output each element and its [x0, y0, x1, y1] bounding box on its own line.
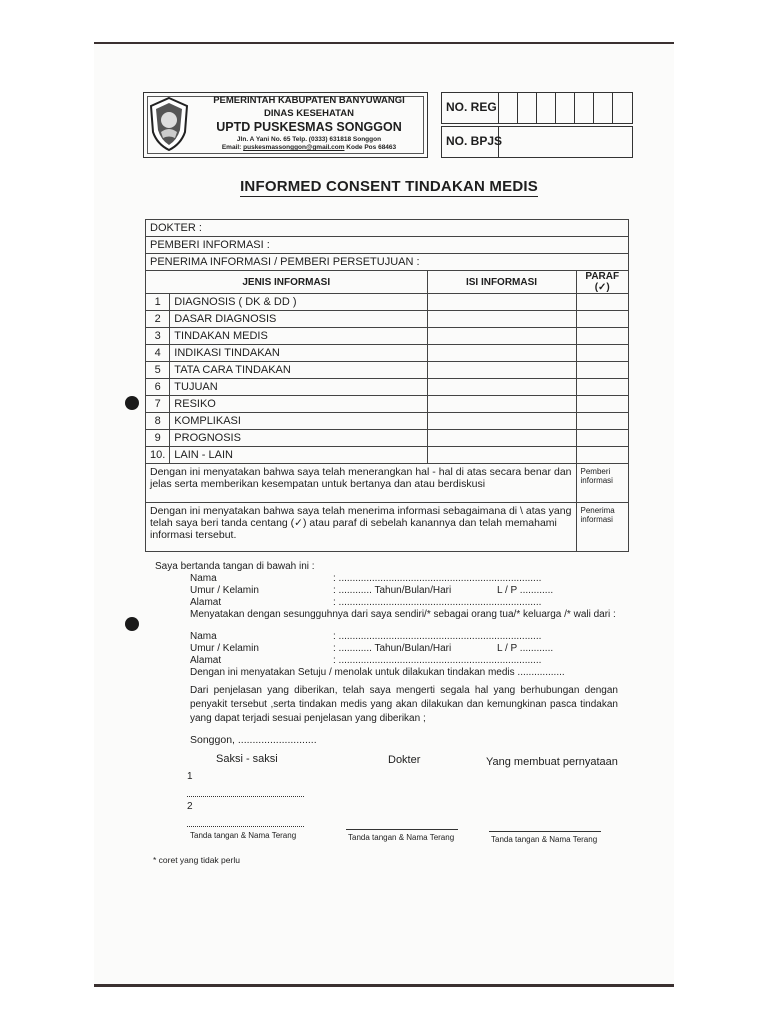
header-contact: Email: puskesmassonggon@gmail.com Kode Pos 68463	[221, 144, 397, 151]
consent-table	[145, 219, 629, 552]
paraf-cell[interactable]	[576, 328, 629, 345]
pembuat-heading: Yang membuat pernyataan	[486, 756, 618, 768]
column-jenis-informasi: JENIS INFORMASI	[146, 271, 428, 294]
alamat-field-2[interactable]: : .........................................................................	[333, 655, 542, 666]
table-row: 1 DIAGNOSIS ( DK & DD )	[146, 294, 629, 311]
footnote: * coret yang tidak perlu	[153, 855, 240, 865]
umur-label-2: Umur / Kelamin	[190, 643, 259, 654]
header-address: Jln. A Yani No. 65 Telp. (0333) 631818 Songgon	[236, 136, 382, 143]
dokter-field[interactable]: DOKTER :	[146, 220, 629, 237]
pembuat-signature-caption: Tanda tangan & Nama Terang	[491, 835, 598, 844]
table-row: 4 INDIKASI TINDAKAN	[146, 345, 629, 362]
saksi-1-number: 1	[187, 771, 193, 782]
pemberi-informasi-sign[interactable]: Pemberi informasi	[576, 464, 629, 503]
header-puskesmas: UPTD PUSKESMAS SONGGON	[216, 120, 402, 134]
table-row: 3 TINDAKAN MEDIS	[146, 328, 629, 345]
statement-pemberi: Dengan ini menyatakan bahwa saya telah menerangkan hal - hal di atas secara benar dan jelas serta memberikan kesempatan untuk bertanya dan atau berdiskusi	[146, 464, 577, 503]
umur-field-2[interactable]: : ............ Tahun/Bulan/Hari	[333, 643, 452, 654]
place-date-field[interactable]: Songgon, ...........................	[190, 734, 317, 746]
paraf-cell[interactable]	[576, 396, 629, 413]
isi-cell[interactable]	[427, 362, 576, 379]
pemberi-informasi-field[interactable]: PEMBERI INFORMASI :	[146, 237, 629, 254]
isi-cell[interactable]	[427, 396, 576, 413]
table-row: 5 TATA CARA TINDAKAN	[146, 362, 629, 379]
gender-field[interactable]: L / P ............	[497, 585, 554, 596]
header-government: PEMERINTAH KABUPATEN BANYUWANGI	[213, 95, 405, 106]
declaration-relation: Menyatakan dengan sesungguhnya dari saya sendiri/* sebagai orang tua/* keluarga /* wali dari :	[190, 609, 616, 620]
declaration-consent: Dengan ini menyatakan Setuju / menolak untuk dilakukan tindakan medis .................	[190, 667, 565, 678]
isi-cell[interactable]	[427, 345, 576, 362]
header-department: DINAS KESEHATAN	[264, 108, 354, 119]
table-row: 6 TUJUAN	[146, 379, 629, 396]
isi-cell[interactable]	[427, 413, 576, 430]
saksi-signature-caption: Tanda tangan & Nama Terang	[190, 831, 297, 840]
isi-cell[interactable]	[427, 328, 576, 345]
punch-hole	[125, 617, 139, 631]
explanation-paragraph: Dari penjelasan yang diberikan, telah saya mengerti segala hal yang berhubungan dengan penyakit tersebut ,serta tindakan medis yang akan dilakukan dan kemungkinan pasca tindakan yang dapat terjadi sesuai penjelasan yang diberikan ;	[190, 685, 618, 724]
nama-label-2: Nama	[190, 631, 217, 642]
paraf-cell[interactable]	[576, 430, 629, 447]
page-title: INFORMED CONSENT TINDAKAN MEDIS	[240, 178, 538, 195]
paraf-cell[interactable]	[576, 294, 629, 311]
penerima-informasi-field[interactable]: PENERIMA INFORMASI / PEMBERI PERSETUJUAN :	[146, 254, 629, 271]
paraf-cell[interactable]	[576, 345, 629, 362]
alamat-field[interactable]: : .........................................................................	[333, 597, 542, 608]
table-row: 9 PROGNOSIS	[146, 430, 629, 447]
isi-cell[interactable]	[427, 379, 576, 396]
pembuat-signature-line[interactable]	[489, 831, 601, 832]
column-isi-informasi: ISI INFORMASI	[427, 271, 576, 294]
isi-cell[interactable]	[427, 430, 576, 447]
table-row: 7 RESIKO	[146, 396, 629, 413]
paraf-cell[interactable]	[576, 379, 629, 396]
punch-hole	[125, 396, 139, 410]
saksi-1-signature-line[interactable]	[187, 796, 304, 797]
consent-intro: Saya bertanda tangan di bawah ini :	[155, 561, 315, 572]
alamat-label: Alamat	[190, 597, 222, 608]
gender-field-2[interactable]: L / P ............	[497, 643, 554, 654]
saksi-2-number: 2	[187, 801, 193, 812]
penerima-informasi-sign[interactable]: Penerima informasi	[576, 503, 629, 552]
nama-field[interactable]: : .........................................................................	[333, 573, 542, 584]
nama-label: Nama	[190, 573, 217, 584]
dokter-signature-caption: Tanda tangan & Nama Terang	[348, 833, 455, 842]
no-bpjs-label: NO. BPJS	[446, 134, 503, 148]
no-reg-label: NO. REG	[446, 100, 497, 114]
umur-label: Umur / Kelamin	[190, 585, 259, 596]
isi-cell[interactable]	[427, 294, 576, 311]
isi-cell[interactable]	[427, 311, 576, 328]
column-paraf: PARAF (✓)	[576, 271, 629, 294]
table-row: 10. LAIN - LAIN	[146, 447, 629, 464]
dokter-heading: Dokter	[388, 754, 421, 766]
nama-field-2[interactable]: : .........................................................................	[333, 631, 542, 642]
paraf-cell[interactable]	[576, 311, 629, 328]
saksi-heading: Saksi - saksi	[216, 753, 278, 765]
paraf-cell[interactable]	[576, 447, 629, 464]
isi-cell[interactable]	[427, 447, 576, 464]
paraf-cell[interactable]	[576, 413, 629, 430]
statement-penerima: Dengan ini menyatakan bahwa saya telah menerima informasi sebagaimana di \ atas yang telah saya beri tanda centang (✓) atau paraf di sebelah kanannya dan telah memahami informasi tersebut.	[146, 503, 577, 552]
dokter-signature-line[interactable]	[346, 829, 458, 830]
saksi-2-signature-line[interactable]	[187, 826, 304, 827]
umur-field[interactable]: : ............ Tahun/Bulan/Hari	[333, 585, 452, 596]
regency-emblem-icon	[148, 96, 190, 152]
paraf-cell[interactable]	[576, 362, 629, 379]
table-row: 2 DASAR DIAGNOSIS	[146, 311, 629, 328]
alamat-label-2: Alamat	[190, 655, 222, 666]
table-row: 8 KOMPLIKASI	[146, 413, 629, 430]
